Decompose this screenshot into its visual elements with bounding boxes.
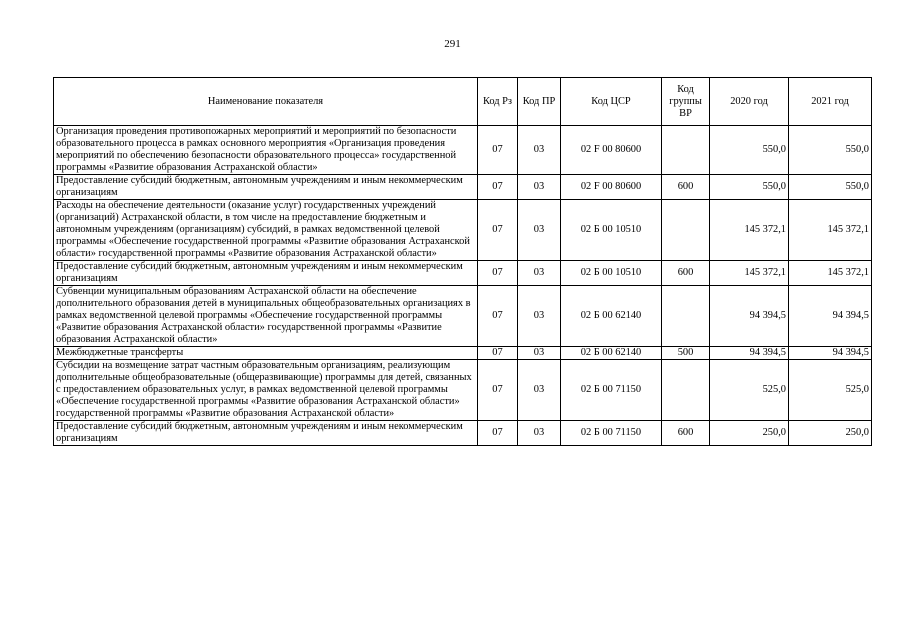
cell-csr: 02 F 00 80600	[561, 175, 662, 200]
header-csr: Код ЦСР	[561, 78, 662, 126]
cell-name: Межбюджетные трансферты	[54, 347, 478, 360]
table-row	[54, 421, 872, 446]
cell-pr: 03	[518, 347, 561, 360]
cell-2021: 250,0	[789, 421, 872, 446]
cell-vr: 600	[662, 421, 710, 446]
header-2021: 2021 год	[789, 78, 872, 126]
cell-vr: 600	[662, 175, 710, 200]
cell-pr: 03	[518, 261, 561, 286]
cell-csr: 02 Б 00 71150	[561, 421, 662, 446]
table-row	[54, 261, 872, 286]
cell-2021: 525,0	[789, 360, 872, 421]
cell-2020: 550,0	[710, 126, 789, 175]
page-number: 291	[444, 38, 461, 50]
cell-pr: 03	[518, 200, 561, 261]
cell-vr: 500	[662, 347, 710, 360]
cell-2020: 145 372,1	[710, 200, 789, 261]
header-vr: Код группы ВР	[662, 78, 710, 126]
cell-rz: 07	[478, 421, 518, 446]
cell-name: Субвенции муниципальным образованиям Астраханской области на обеспечение дополнительного образования детей в муниципальных общеобразовательных организациях в рамках ведомственной целевой программы «Обеспечение государственной программы «Развитие образования Астраханской области» государственной программы «Развитие образования Астраханской области»	[54, 286, 478, 347]
cell-csr: 02 F 00 80600	[561, 126, 662, 175]
cell-vr	[662, 200, 710, 261]
cell-2020: 94 394,5	[710, 347, 789, 360]
cell-name: Организация проведения противопожарных мероприятий и мероприятий по безопасности образовательного процесса в рамках основного мероприятия «Организация проведения мероприятий по обеспечению безопасности образовательного процесса» государственной программы «Развитие образования Астраханской области»	[54, 126, 478, 175]
cell-pr: 03	[518, 286, 561, 347]
cell-2021: 550,0	[789, 175, 872, 200]
cell-csr: 02 Б 00 62140	[561, 347, 662, 360]
table-row	[54, 286, 872, 347]
table-row	[54, 175, 872, 200]
cell-2020: 250,0	[710, 421, 789, 446]
cell-2021: 94 394,5	[789, 286, 872, 347]
cell-rz: 07	[478, 175, 518, 200]
cell-rz: 07	[478, 126, 518, 175]
cell-pr: 03	[518, 175, 561, 200]
header-rz: Код Рз	[478, 78, 518, 126]
cell-name: Субсидии на возмещение затрат частным образовательным организациям, реализующим дополнительные общеобразовательные (общеразвивающие) программы для детей, связанных с предоставлением образовательных услуг, в рамках ведомственной целевой программы «Обеспечение государственной программы «Развитие образования Астраханской области» государственной программы «Развитие образования Астраханской области»	[54, 360, 478, 421]
cell-csr: 02 Б 00 62140	[561, 286, 662, 347]
cell-2021: 550,0	[789, 126, 872, 175]
header-name: Наименование показателя	[54, 78, 478, 126]
cell-pr: 03	[518, 126, 561, 175]
cell-rz: 07	[478, 261, 518, 286]
cell-rz: 07	[478, 360, 518, 421]
cell-pr: 03	[518, 421, 561, 446]
cell-2021: 145 372,1	[789, 261, 872, 286]
table-row	[54, 347, 872, 360]
budget-table	[53, 77, 872, 446]
cell-rz: 07	[478, 286, 518, 347]
table-row	[54, 126, 872, 175]
cell-rz: 07	[478, 347, 518, 360]
header-2020: 2020 год	[710, 78, 789, 126]
header-pr: Код ПР	[518, 78, 561, 126]
cell-vr: 600	[662, 261, 710, 286]
cell-2020: 550,0	[710, 175, 789, 200]
cell-csr: 02 Б 00 10510	[561, 261, 662, 286]
cell-csr: 02 Б 00 10510	[561, 200, 662, 261]
cell-2020: 525,0	[710, 360, 789, 421]
cell-vr	[662, 360, 710, 421]
cell-2021: 145 372,1	[789, 200, 872, 261]
cell-pr: 03	[518, 360, 561, 421]
cell-2020: 94 394,5	[710, 286, 789, 347]
cell-rz: 07	[478, 200, 518, 261]
cell-name: Предоставление субсидий бюджетным, автономным учреждениям и иным некоммерческим организациям	[54, 421, 478, 446]
cell-vr	[662, 126, 710, 175]
cell-name: Расходы на обеспечение деятельности (оказание услуг) государственных учреждений (организаций) Астраханской области, в том числе на предоставление бюджетным и автономным учреждениям (организациям) субсидий, в рамках ведомственной целевой программы «Обеспечение государственной программы «Развитие образования Астраханской области» государственной программы «Развитие образования Астраханской области»	[54, 200, 478, 261]
cell-name: Предоставление субсидий бюджетным, автономным учреждениям и иным некоммерческим организациям	[54, 175, 478, 200]
cell-2021: 94 394,5	[789, 347, 872, 360]
cell-csr: 02 Б 00 71150	[561, 360, 662, 421]
cell-name: Предоставление субсидий бюджетным, автономным учреждениям и иным некоммерческим организациям	[54, 261, 478, 286]
cell-2020: 145 372,1	[710, 261, 789, 286]
cell-vr	[662, 286, 710, 347]
table-header-row	[54, 78, 872, 126]
table-row	[54, 360, 872, 421]
table-row	[54, 200, 872, 261]
